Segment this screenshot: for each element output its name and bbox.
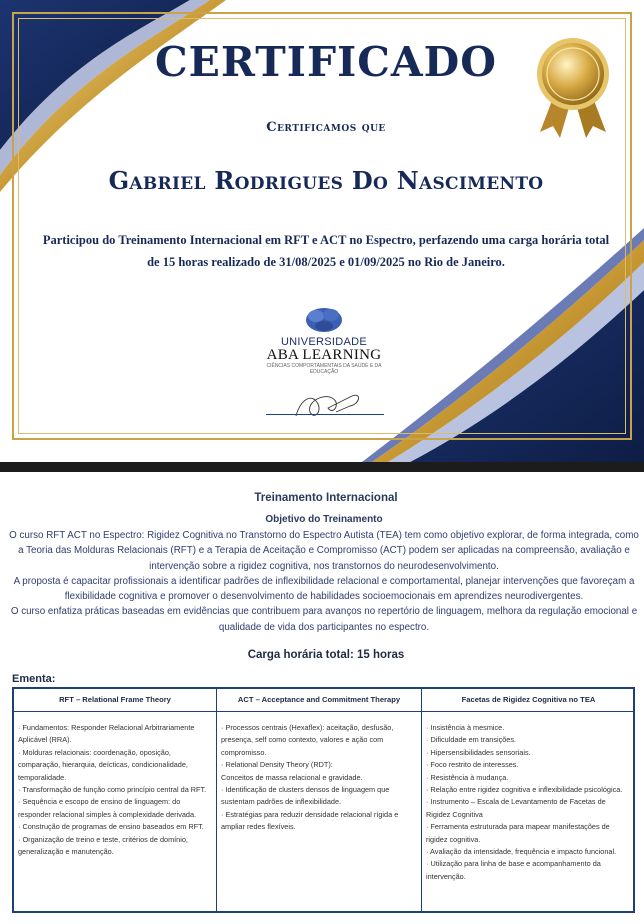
syllabus-column-act xyxy=(216,689,421,911)
list-item: · Molduras relacionais: coordenação, oposição, comparação, hierarquia, deícticas, condicionalidade, temporalidade. xyxy=(18,747,188,782)
column-header: ACT – Acceptance and Commitment Therapy xyxy=(217,689,421,712)
list-item: · Utilização para linha de base e acompanhamento da intervenção. xyxy=(426,859,601,881)
ementa-label: Ementa: xyxy=(12,673,56,685)
list-item: · Sequência e escopo de ensino de linguagem: do responder relacional simples à complexidade derivada. xyxy=(18,797,197,819)
syllabus-table xyxy=(12,687,635,913)
list-item: · Fundamentos: Responder Relacional Arbitrariamente Aplicável (RRA). xyxy=(18,723,195,745)
separator-bar xyxy=(0,462,644,472)
objective-text xyxy=(6,528,642,635)
logo-line-1: UNIVERSIDADE xyxy=(280,336,368,348)
list-item: · Processos centrais (Hexaflex): aceitação, desfusão, presença, self como contexto, valores e ação com compromisso. xyxy=(221,723,394,757)
certificate-title: CERTIFICADO xyxy=(155,38,497,86)
column-list xyxy=(217,722,421,834)
list-item: Conceitos de massa relacional e gravidade. xyxy=(221,772,363,782)
syllabus-column-rft xyxy=(14,689,216,911)
syllabus-column-rigidity xyxy=(421,689,635,911)
list-item: · Resistência à mudança. xyxy=(426,772,509,782)
objective-heading: Objetivo do Treinamento xyxy=(265,514,383,525)
logo-line-2: ABA LEARNING xyxy=(266,347,382,363)
column-header: RFT – Relational Frame Theory xyxy=(14,689,216,712)
logo-tagline: CIÊNCIAS COMPORTAMENTAIS DA SAÚDE E DA EDUCAÇÃO xyxy=(266,363,382,375)
column-header: Facetas de Rigidez Cognitiva no TEA xyxy=(422,689,635,712)
list-item: · Ferramenta estruturada para mapear manifestações de rigidez cognitiva. xyxy=(426,822,610,844)
objective-paragraph: O curso RFT ACT no Espectro: Rigidez Cognitiva no Transtorno do Espectro Autista (TEA) tem como objetivo explorar, de forma integrada, como a Teoria das Molduras Relacionais (RFT) e a Terapia de Aceitação e Compromisso (ACT) podem ser aplicadas na compreensão, avaliação e intervenção sobre a rigidez cognitiva, nos transtornos do neurodesenvolvimento. xyxy=(9,530,639,572)
list-item: · Relational Density Theory (RDT): xyxy=(221,760,333,770)
column-list xyxy=(422,722,635,883)
objective-paragraph: O curso enfatiza práticas baseadas em evidências que contribuem para avanços no repertório de linguagem, melhora da regulação emocional e qualidade de vida dos participantes no espectro. xyxy=(10,606,638,633)
list-item: · Transformação de função como princípio central da RFT. xyxy=(18,785,207,795)
list-item: · Insistência à mesmice. xyxy=(426,723,505,732)
list-item: · Hipersensibilidades sensoriais. xyxy=(426,747,531,757)
university-logo xyxy=(258,304,390,374)
list-item: · Instrumento – Escala de Levantamento de Facetas de Rigidez Cognitiva xyxy=(426,797,606,819)
list-item: · Avaliação da intensidade, frequência e impacto funcional. xyxy=(426,847,617,857)
recipient-name: Gabriel Rodrigues Do Nascimento xyxy=(108,166,544,195)
certificate-body: Participou do Treinamento Internacional em RFT e ACT no Espectro, perfazendo uma carga horária total de 15 horas realizado de 31/08/2025 e 01/09/2025 no Rio de Janeiro. xyxy=(42,233,610,269)
list-item: · Construção de programas de ensino baseados em RFT. xyxy=(18,822,204,832)
objective-paragraph: A proposta é capacitar profissionais a identificar padrões de inflexibilidade relacional e comportamental, planejar intervenções que favoreçam a flexibilidade cognitiva e promover o desenvolvimento de habilidades socioemocionais em aprendizes neurodivergentes. xyxy=(13,575,635,603)
list-item: · Estratégias para reduzir densidade relacional rígida e ampliar redes flexíveis. xyxy=(221,809,399,832)
list-item: · Relação entre rigidez cognitiva e inflexibilidade psicológica. xyxy=(426,785,623,795)
training-heading: Treinamento Internacional xyxy=(254,492,398,504)
total-hours: Carga horária total: 15 horas xyxy=(247,649,405,661)
list-item: · Organização de treino e teste, critérios de domínio, generalização e manutenção. xyxy=(18,834,188,857)
list-item: · Identificação de clusters densos de linguagem que sustentam padrões de inflexibilidade. xyxy=(221,785,390,807)
list-item: · Dificuldade em transições. xyxy=(426,735,517,745)
certificate-subtitle: Certificamos que xyxy=(266,120,386,135)
column-list xyxy=(14,722,216,858)
list-item: · Foco restrito de interesses. xyxy=(426,760,519,770)
signature-line xyxy=(266,414,384,415)
